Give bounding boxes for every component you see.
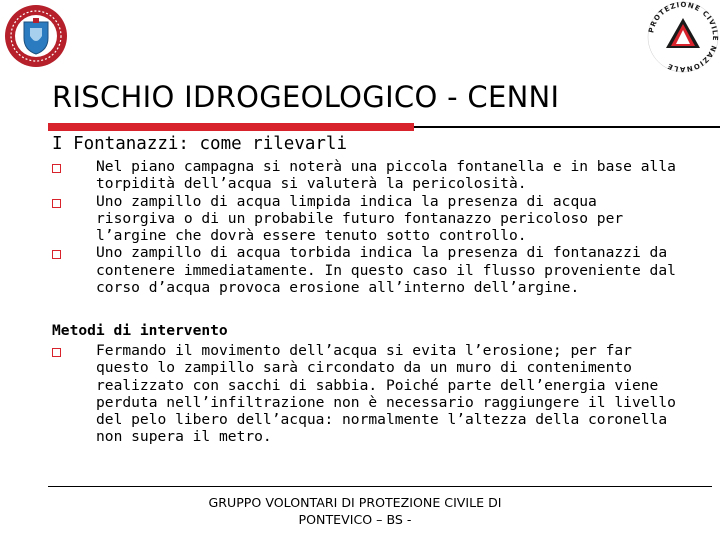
list-item bbox=[52, 193, 682, 245]
footer-line-2: PONTEVICO – BS - bbox=[298, 512, 412, 527]
coat-of-arms-icon bbox=[2, 2, 70, 70]
bullet-text: Fermando il movimento dell’acqua si evita l’erosione; per far questo lo zampillo sarà circondato da un muro di contenimento realizzato con sacchi di sabbia. Poiché parte dell’energia viene perduta nell’infiltrazione non è necessario raggiungere il livello del pelo libero dell’acqua: normalmente l’altezza della coronella non supera il metro. bbox=[96, 342, 676, 446]
footer bbox=[170, 494, 540, 528]
list-item bbox=[52, 244, 682, 296]
list-item bbox=[52, 158, 682, 193]
subtitle: I Fontanazzi: come rilevarli bbox=[52, 134, 348, 154]
square-bullet-icon bbox=[52, 199, 61, 208]
page-title: RISCHIO IDROGEOLOGICO - CENNI bbox=[52, 80, 560, 114]
section-heading: Metodi di intervento bbox=[52, 322, 228, 339]
bullet-text: Uno zampillo di acqua torbida indica la presenza di fontanazzi da contenere immediatamente. In questo caso il flusso proveniente dal corso d’acqua provoca erosione all’interno dell’argine. bbox=[96, 244, 676, 297]
footer-divider bbox=[48, 486, 712, 487]
square-bullet-icon bbox=[52, 164, 61, 173]
list-item bbox=[52, 342, 682, 446]
bullet-text: Uno zampillo di acqua limpida indica la presenza di acqua risorgiva o di un probabile futuro fontanazzo pericoloso per l’argine che dovrà essere tenuto sotto controllo. bbox=[96, 192, 624, 245]
bullet-list bbox=[52, 158, 682, 296]
footer-line-1: GRUPPO VOLONTARI DI PROTEZIONE CIVILE DI bbox=[208, 495, 502, 510]
square-bullet-icon bbox=[52, 348, 61, 357]
protezione-civile-logo-icon bbox=[640, 0, 720, 74]
square-bullet-icon bbox=[52, 250, 61, 259]
section-bullet-list bbox=[52, 342, 682, 446]
svg-text:PROTEZIONE CIVILE NAZIONALE: PROTEZIONE CIVILE NAZIONALE bbox=[647, 0, 720, 74]
title-accent-bar bbox=[48, 123, 414, 131]
bullet-text: Nel piano campagna si noterà una piccola fontanella e in base alla torpidità dell’acqua si valuterà la pericolosità. bbox=[96, 158, 676, 193]
